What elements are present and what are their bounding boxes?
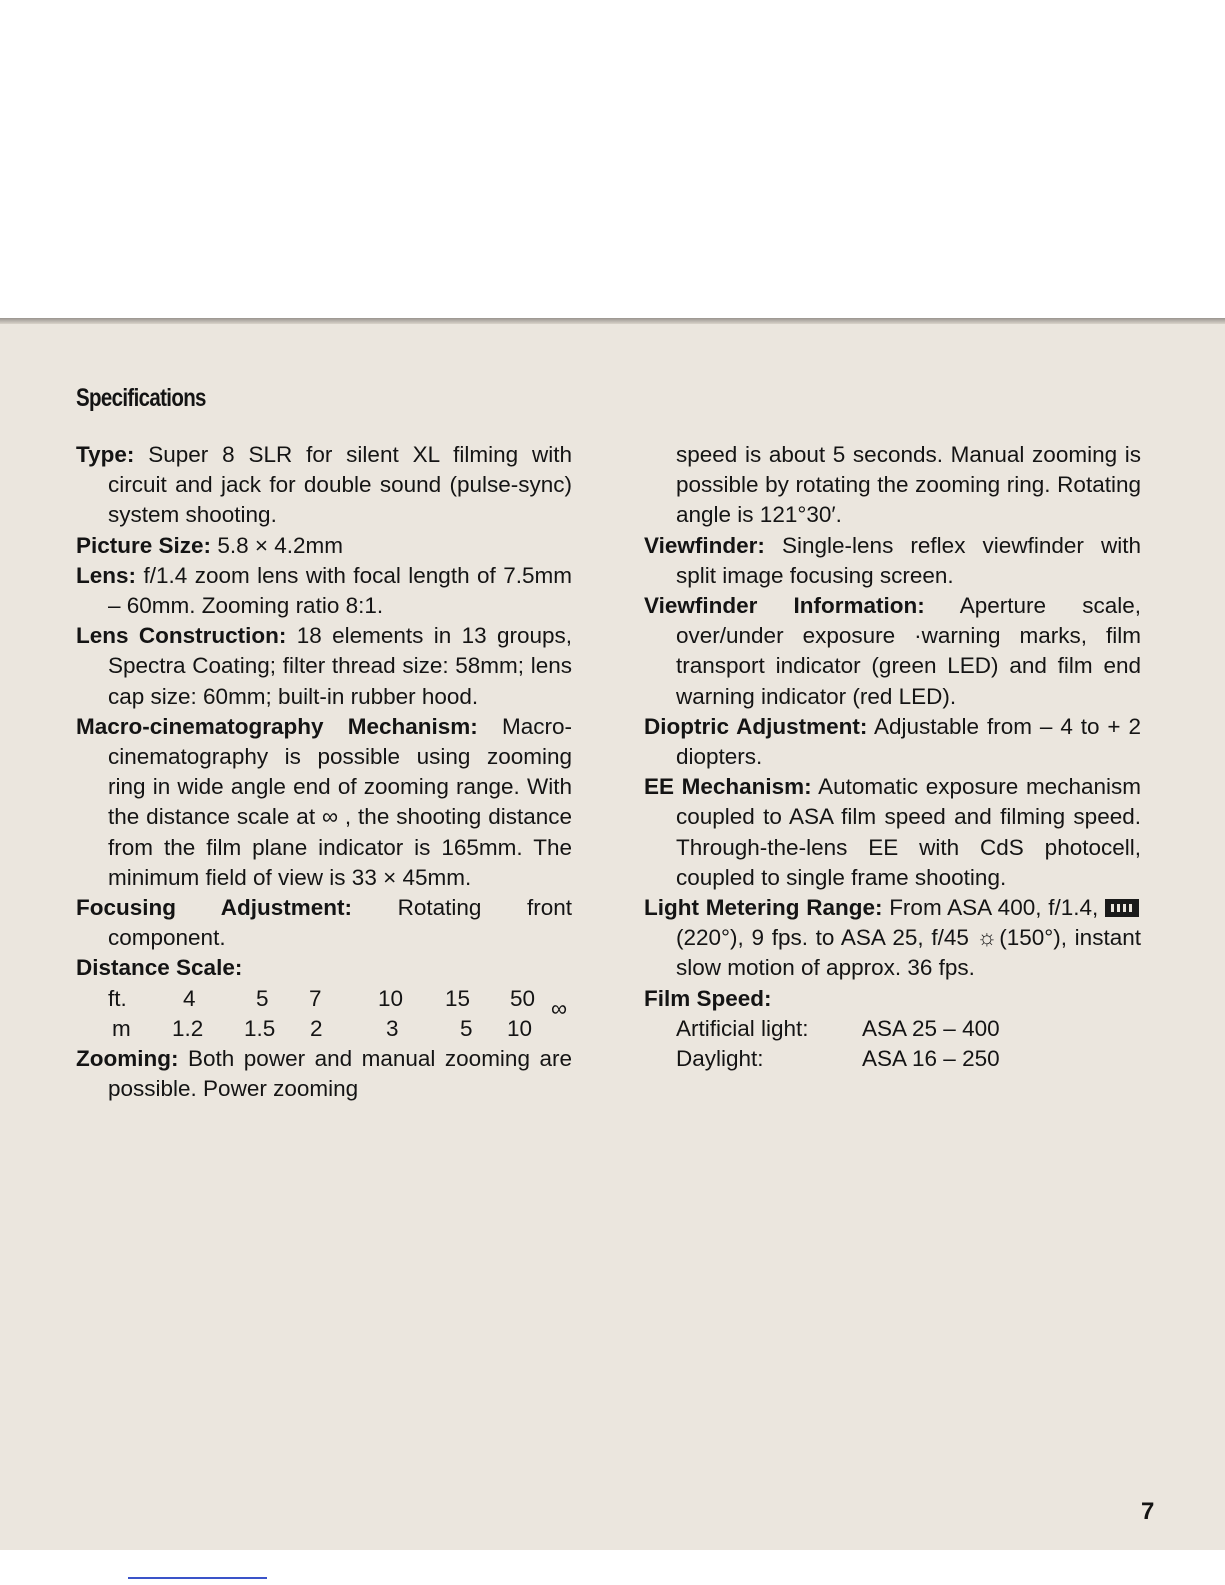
spec-zooming-continued bbox=[644, 440, 1141, 531]
m-value: 1.5 bbox=[244, 1015, 276, 1041]
film-speed-row bbox=[644, 1044, 1141, 1074]
spec-type-text: Super 8 SLR for silent XL filming with circuit and jack for double sound (pulse-sync) system shooting. bbox=[108, 442, 572, 528]
daylight-icon: ☼ bbox=[976, 925, 996, 951]
spec-distance-scale bbox=[76, 953, 572, 983]
spec-viewfinder-info bbox=[644, 591, 1141, 712]
spec-zooming-text: Both power and manual zooming are possible. Power zooming bbox=[108, 1045, 572, 1101]
left-column bbox=[76, 440, 572, 1104]
spec-zooming bbox=[76, 1044, 572, 1104]
m-value: 10 bbox=[507, 1015, 533, 1041]
page-number: 7 bbox=[1141, 1498, 1155, 1525]
spec-macro-text: Macro-cinematography is possible using zooming ring in wide angle end of zooming range. With the distance scale at ∞ , the shooting distance from the film plane indicator is 165mm. The minimum field of view is 33 × 45mm. bbox=[108, 713, 572, 890]
spec-ee-label: EE Mechanism: bbox=[644, 774, 812, 800]
distance-scale-table bbox=[76, 984, 572, 1044]
spec-viewfinder-label: Viewfinder: bbox=[644, 532, 765, 558]
film-speed-row bbox=[644, 1014, 1141, 1044]
spec-type-label: Type: bbox=[76, 442, 135, 467]
film-speed-row-value: ASA 16 – 250 bbox=[862, 1045, 1000, 1071]
spec-zooming-continued-text: speed is about 5 seconds. Manual zooming is possible by rotating the zooming ring. Rotating angle is 121°30′. bbox=[676, 442, 1141, 528]
spec-focusing-label: Focusing Adjustment: bbox=[76, 895, 352, 921]
page-title: Specifications bbox=[76, 384, 206, 412]
spec-light-metering-label: Light Metering Range: bbox=[644, 895, 883, 921]
spec-ee-mechanism bbox=[644, 772, 1141, 893]
spec-film-speed bbox=[644, 984, 1141, 1014]
spec-zooming-label: Zooming: bbox=[76, 1045, 179, 1071]
distance-scale-m-row bbox=[76, 1014, 572, 1044]
spec-film-speed-label: Film Speed: bbox=[644, 985, 772, 1011]
spec-type bbox=[76, 440, 572, 531]
ft-value: 10 bbox=[378, 985, 404, 1011]
film-speed-row-value: ASA 25 – 400 bbox=[862, 1015, 1000, 1041]
spec-lens-label: Lens: bbox=[76, 562, 137, 588]
distance-scale-ft-row bbox=[76, 984, 572, 1021]
infinity-symbol: ∞ bbox=[551, 995, 568, 1021]
m-value: 2 bbox=[310, 1015, 323, 1041]
film-speed-row-name: Daylight: bbox=[676, 1045, 764, 1071]
ft-value: 7 bbox=[309, 985, 322, 1011]
ft-value: 5 bbox=[256, 985, 269, 1011]
spec-macro-label: Macro-cinematography Mechanism: bbox=[76, 713, 478, 739]
spec-lens bbox=[76, 561, 572, 621]
spec-distance-scale-label: Distance Scale: bbox=[76, 955, 243, 981]
spec-macro bbox=[76, 712, 572, 893]
spec-light-metering-text-c: (150°), instant slow motion of approx. 36 fps. bbox=[676, 925, 1141, 981]
spec-viewfinder-info-text: Aperture scale, over/under exposure ·warning marks, film transport indicator (green LED) and film end warning indicator (red LED). bbox=[676, 593, 1142, 709]
spec-focusing bbox=[76, 893, 572, 953]
spec-ee-text: Automatic exposure mechanism coupled to ASA film speed and filming speed. Through-the-lens EE with CdS photocell, coupled to single frame shooting. bbox=[676, 774, 1141, 890]
spec-dioptric-text: Adjustable from – 4 to + 2 diopters. bbox=[676, 713, 1141, 770]
ft-value: 15 bbox=[445, 985, 471, 1011]
spec-lens-text: f/1.4 zoom lens with focal length of 7.5mm – 60mm. Zooming ratio 8:1. bbox=[108, 562, 572, 619]
m-value: 3 bbox=[386, 1015, 399, 1041]
spec-viewfinder-info-label: Viewfinder Information: bbox=[644, 593, 925, 619]
m-value: 5 bbox=[460, 1015, 473, 1041]
ft-value: 4 bbox=[183, 985, 196, 1011]
spec-dioptric-label: Dioptric Adjustment: bbox=[644, 713, 868, 739]
ft-value: 50 bbox=[510, 985, 536, 1011]
ft-unit: ft. bbox=[108, 985, 127, 1011]
spec-lens-construction-text: 18 elements in 13 groups, Spectra Coating; filter thread size: 58mm; lens cap size: 60mm; built-in rubber hood. bbox=[108, 623, 572, 709]
spec-picture-size-text: 5.8 × 4.2mm bbox=[217, 532, 343, 558]
spec-picture-size bbox=[76, 531, 572, 561]
spec-viewfinder-text: Single-lens reflex viewfinder with split image focusing screen. bbox=[676, 532, 1141, 588]
m-unit: m bbox=[112, 1015, 131, 1041]
spec-light-metering bbox=[644, 893, 1141, 984]
spec-lens-construction bbox=[76, 621, 572, 712]
spec-light-metering-text-a: From ASA 400, f/1.4, bbox=[889, 895, 1099, 921]
spec-dioptric bbox=[644, 712, 1141, 772]
spec-lens-construction-label: Lens Construction: bbox=[76, 623, 287, 649]
link-underline bbox=[128, 1577, 267, 1579]
spec-focusing-text: Rotating front component. bbox=[108, 895, 572, 951]
m-value: 1.2 bbox=[172, 1015, 204, 1041]
spec-light-metering-text-b: (220°), 9 fps. to ASA 25, f/45 bbox=[676, 925, 969, 951]
artificial-light-icon bbox=[1105, 899, 1139, 917]
right-column bbox=[644, 440, 1141, 1074]
spec-viewfinder bbox=[644, 531, 1141, 591]
film-speed-row-name: Artificial light: bbox=[676, 1015, 809, 1041]
spec-picture-size-label: Picture Size: bbox=[76, 532, 212, 558]
